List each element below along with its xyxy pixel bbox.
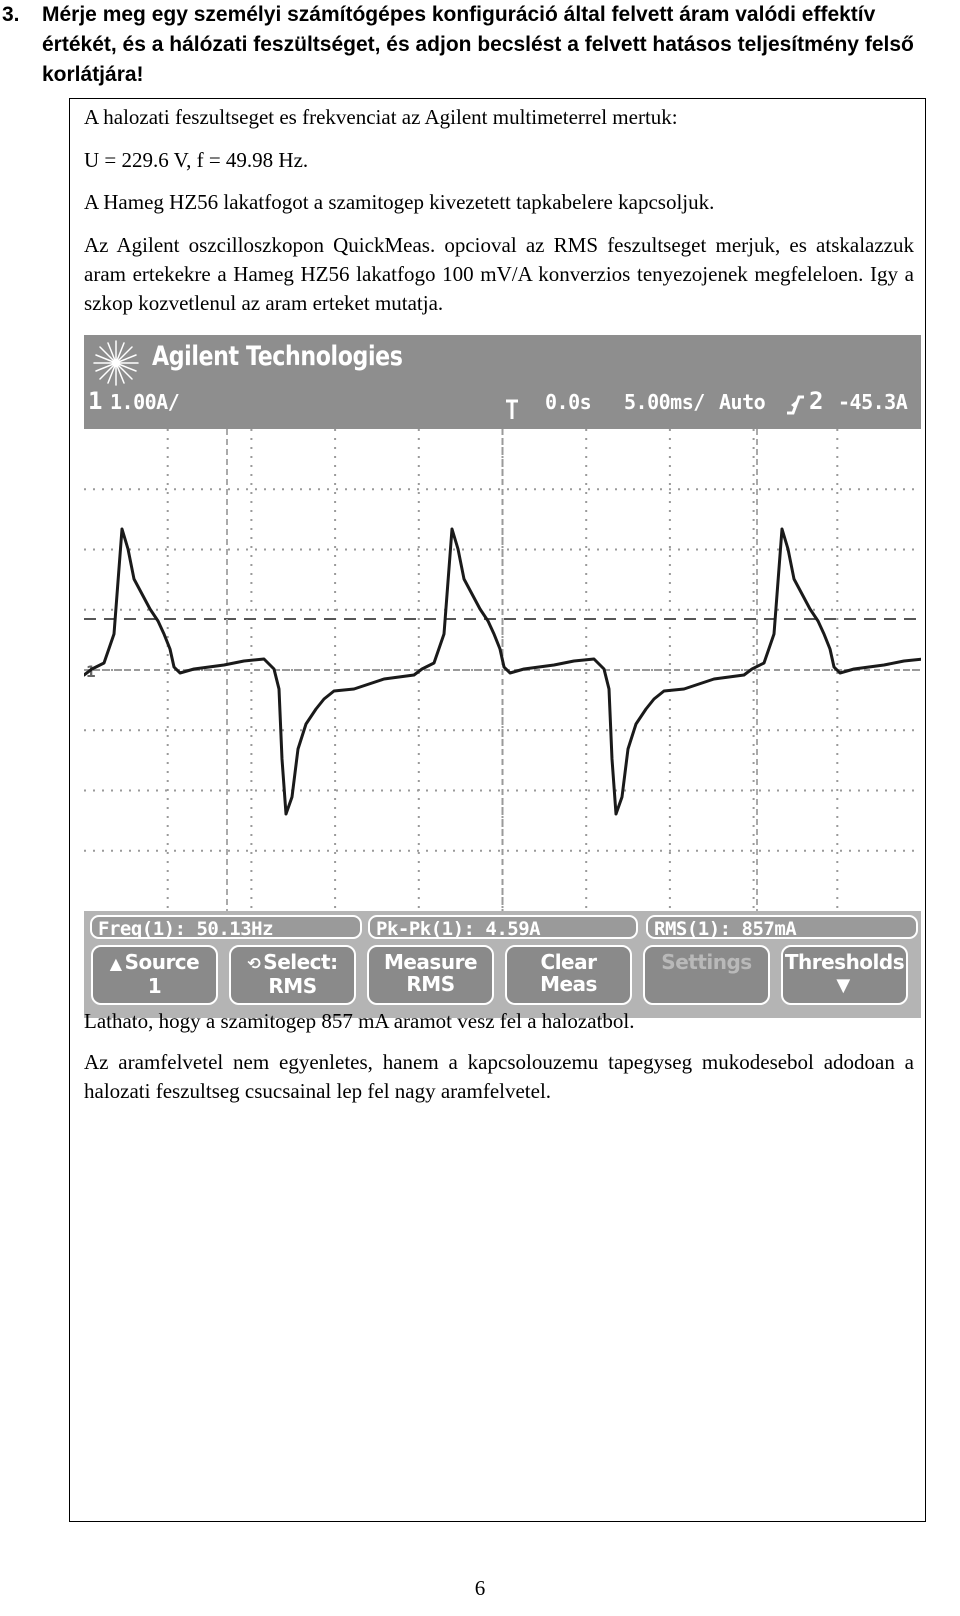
clear-meas-softkey[interactable] <box>505 945 632 1005</box>
time-scale: 5.00ms/ <box>624 390 705 414</box>
measurement-frequency: Freq(1): 50.13Hz <box>90 915 362 939</box>
scope-brand: Agilent Technologies <box>152 341 403 372</box>
oscilloscope-screenshot <box>84 335 921 1018</box>
paragraph-explanation: Az aramfelvetel nem egyenletes, hanem a kapcsolouzemu tapegyseg mukodesebol adodoan a halozati feszultseg csucsainal lep fel nagy aramfelvetel. <box>84 1050 914 1103</box>
trigger-channel: 2 <box>809 387 823 415</box>
softkey-value: 1 <box>147 974 162 998</box>
softkey-label: Thresholds <box>784 950 905 974</box>
agilent-spark-logo-icon <box>90 337 142 389</box>
task-text: Mérje meg egy személyi számítógépes konfiguráció által felvett áram valódi effektív értékét, és a hálózati feszültséget, és adjon becslést a felvett hatásos teljesítmény felső korlátjára! <box>42 3 914 86</box>
up-triangle-icon: ▲ <box>109 954 122 973</box>
paragraph-multimeter: A halozati feszultseget es frekvenciat az Agilent multimeterrel mertuk: <box>84 105 678 129</box>
rotary-knob-icon: ⟲ <box>247 954 261 973</box>
time-offset: 0.0s <box>545 390 592 414</box>
select-softkey[interactable] <box>229 945 356 1005</box>
waveform-plot <box>84 429 921 911</box>
paragraph-result: Lathato, hogy a szamitogep 857 mA aramot vesz fel a halozatbol. <box>84 1009 635 1033</box>
trigger-mode: Auto <box>719 390 766 414</box>
trigger-slope-icon <box>785 393 805 417</box>
ground-marker-label: 1 <box>86 662 96 681</box>
softkey-label: Clear <box>540 950 597 974</box>
paragraph-quickmeas: Az Agilent oszcilloszkopon QuickMeas. opcioval az RMS feszultseget merjuk, es atskalazzuk aram ertekekre a Hameg HZ56 lakatfogo 100 mV/A konverzios tenyezojenek megfeleloen. Igy a szkop kozvetlenul az aram erteket mutatja. <box>84 233 914 315</box>
softkey-value: Meas <box>540 972 597 996</box>
measurement-rms: RMS(1): 857mA <box>646 915 918 939</box>
settings-softkey[interactable] <box>643 945 770 1005</box>
measure-softkey[interactable] <box>367 945 494 1005</box>
channel-number: 1 <box>88 387 102 415</box>
softkey-label: Measure <box>383 950 478 974</box>
source-softkey[interactable] <box>91 945 218 1005</box>
channel-scale: 1.00A/ <box>110 390 180 414</box>
softkey-value: RMS <box>268 974 317 998</box>
down-arrow-icon: ▼ <box>836 975 850 996</box>
trigger-position-marker-icon <box>504 399 520 421</box>
paragraph-voltage-frequency: U = 229.6 V, f = 49.98 Hz. <box>84 148 309 172</box>
softkey-label: Select: <box>263 950 338 974</box>
task-number: 3. <box>2 3 20 26</box>
waveform-display <box>84 429 921 911</box>
measurement-row <box>84 913 921 941</box>
trigger-level: -45.3A <box>838 390 908 414</box>
paragraph-clamp: A Hameg HZ56 lakatfogot a szamitogep kivezetett tapkabelere kapcsoljuk. <box>84 190 715 214</box>
softkey-label: Source <box>124 950 200 974</box>
measurement-peak-to-peak: Pk-Pk(1): 4.59A <box>368 915 638 939</box>
softkey-label: Settings <box>661 950 752 974</box>
thresholds-softkey[interactable] <box>781 945 908 1005</box>
page-number: 6 <box>474 1576 486 1600</box>
softkey-value: RMS <box>406 972 455 996</box>
